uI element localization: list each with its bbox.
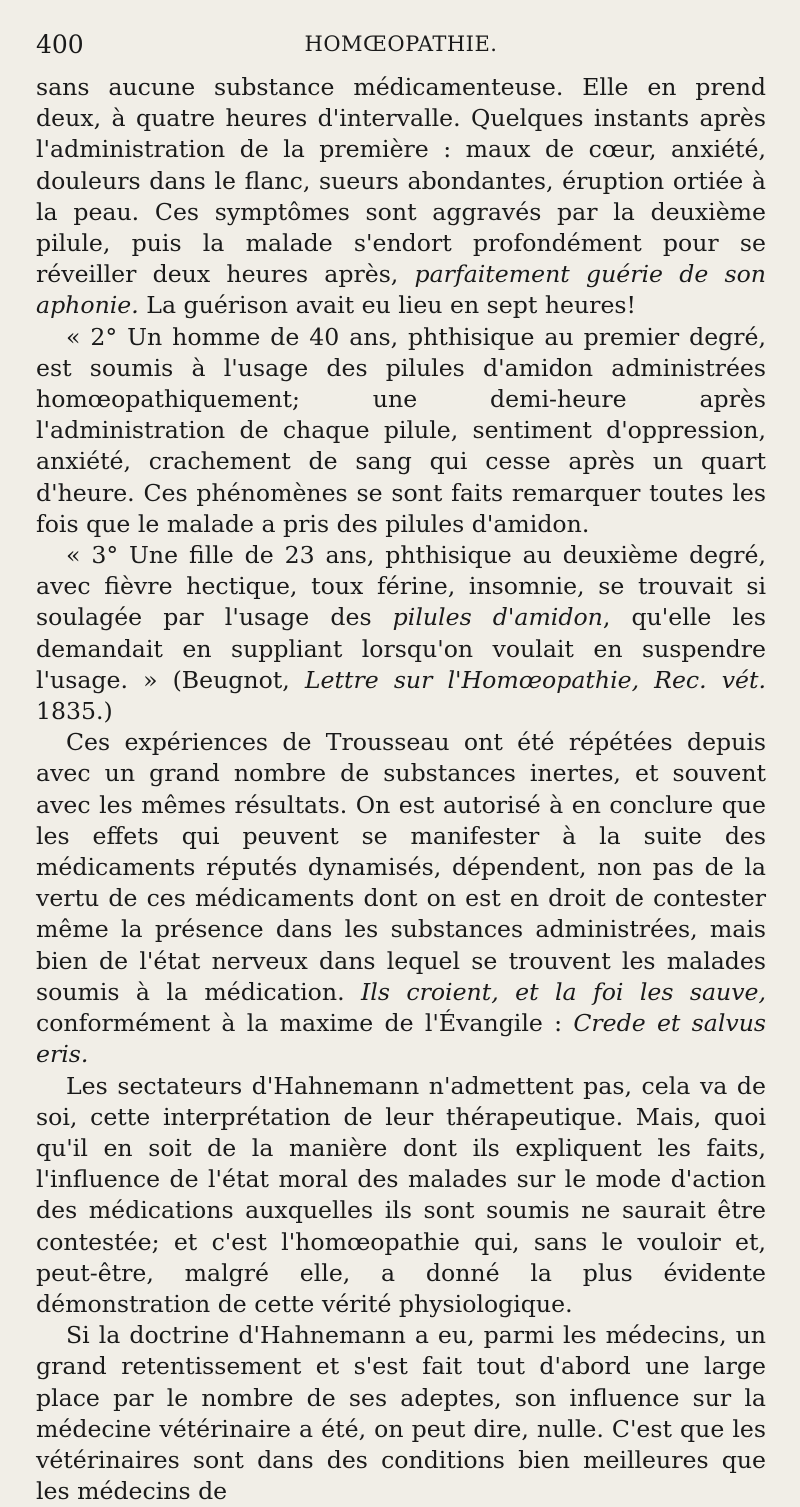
text-run: « 3° Une fille de 23 ans, phthisique au deuxième degré, avec fièvre hectique, toux férine, insomnie, se trouvait si soulagée par l'usage des: [36, 541, 766, 632]
italic-text: Lettre sur l'Homœopathie, Rec. vét.: [304, 665, 766, 694]
paragraph-p1: [36, 72, 766, 322]
paragraph-p5: [36, 1071, 766, 1321]
paragraph-p6: [36, 1320, 766, 1507]
running-title: HOMŒOPATHIE.: [304, 32, 498, 56]
text-run: La guérison avait eu lieu en sept heures!: [138, 291, 637, 320]
text-run: sans aucune substance médicamenteuse. Elle en prend deux, à quatre heures d'intervalle. Quelques instants après l'administration de la première : maux de cœur, anxiété, douleurs dans le flanc, sueurs abondantes, éruption ortiée à la peau. Ces symptômes sont aggravés par la deuxième pilule, puis la malade s'endort profondément pour se réveiller deux heures après,: [36, 73, 766, 289]
page-number: 400: [36, 30, 84, 59]
text-run: Ces expériences de Trousseau ont été répétées depuis avec un grand nombre de substances inertes, et souvent avec les mêmes résultats. On est autorisé à en conclure que les effets qui peuvent se manifester à la suite des médicaments réputés dynamisés, dépendent, non pas de la vertu de ces médicaments dont on est en droit de contester même la présence dans les substances administrées, mais bien de l'état nerveux dans lequel se trouvent les malades soumis à la médication.: [36, 728, 766, 1006]
body-text: [36, 72, 766, 1507]
text-run: conformément à la maxime de l'Évangile :: [36, 1009, 574, 1038]
italic-text: Ils croient, et la foi les sauve,: [360, 977, 767, 1006]
italic-text: pilules d'amidon: [392, 603, 603, 632]
text-run: Les sectateurs d'Hahnemann n'admettent pas, cela va de soi, cette interprétation de leur thérapeutique. Mais, quoi qu'il en soit de la manière dont ils expliquent les faits, l'influence de l'état moral des malades sur le mode d'action des médications auxquelles ils sont soumis ne saurait être contestée; et c'est l'homœopathie qui, sans le vouloir et, peut-être, malgré elle, a donné la plus évidente démonstration de cette vérité physiologique.: [36, 1071, 766, 1318]
text-run: 1835.): [36, 697, 113, 726]
italic-text: Crede et salvus eris.: [36, 1009, 767, 1069]
text-run: « 2° Un homme de 40 ans, phthisique au premier degré, est soumis à l'usage des pilules d'amidon administrées homœopathiquement; une demi-heure après l'administration de chaque pilule, sentiment d'oppression, anxiété, crachement de sang qui cesse après un quart d'heure. Ces phénomènes se sont faits remarquer toutes les fois que le malade a pris des pilules d'amidon.: [36, 322, 766, 538]
italic-text: parfaitement guérie de son aphonie.: [36, 260, 766, 320]
paragraph-p4: [36, 727, 766, 1070]
page-header: [36, 20, 766, 72]
text-run: , qu'elle les demandait en suppliant lorsqu'on voulait en suspendre l'usage. » (Beugnot,: [36, 603, 767, 694]
text-run: Si la doctrine d'Hahnemann a eu, parmi les médecins, un grand retentissement et s'est fait tout d'abord une large place par le nombre de ses adeptes, son influence sur la médecine vétérinaire a été, on peut dire, nulle. C'est que les vétérinaires sont dans des conditions bien meilleures que les médecins de: [36, 1321, 766, 1506]
paragraph-p3: [36, 540, 766, 727]
paragraph-p2: [36, 322, 766, 540]
